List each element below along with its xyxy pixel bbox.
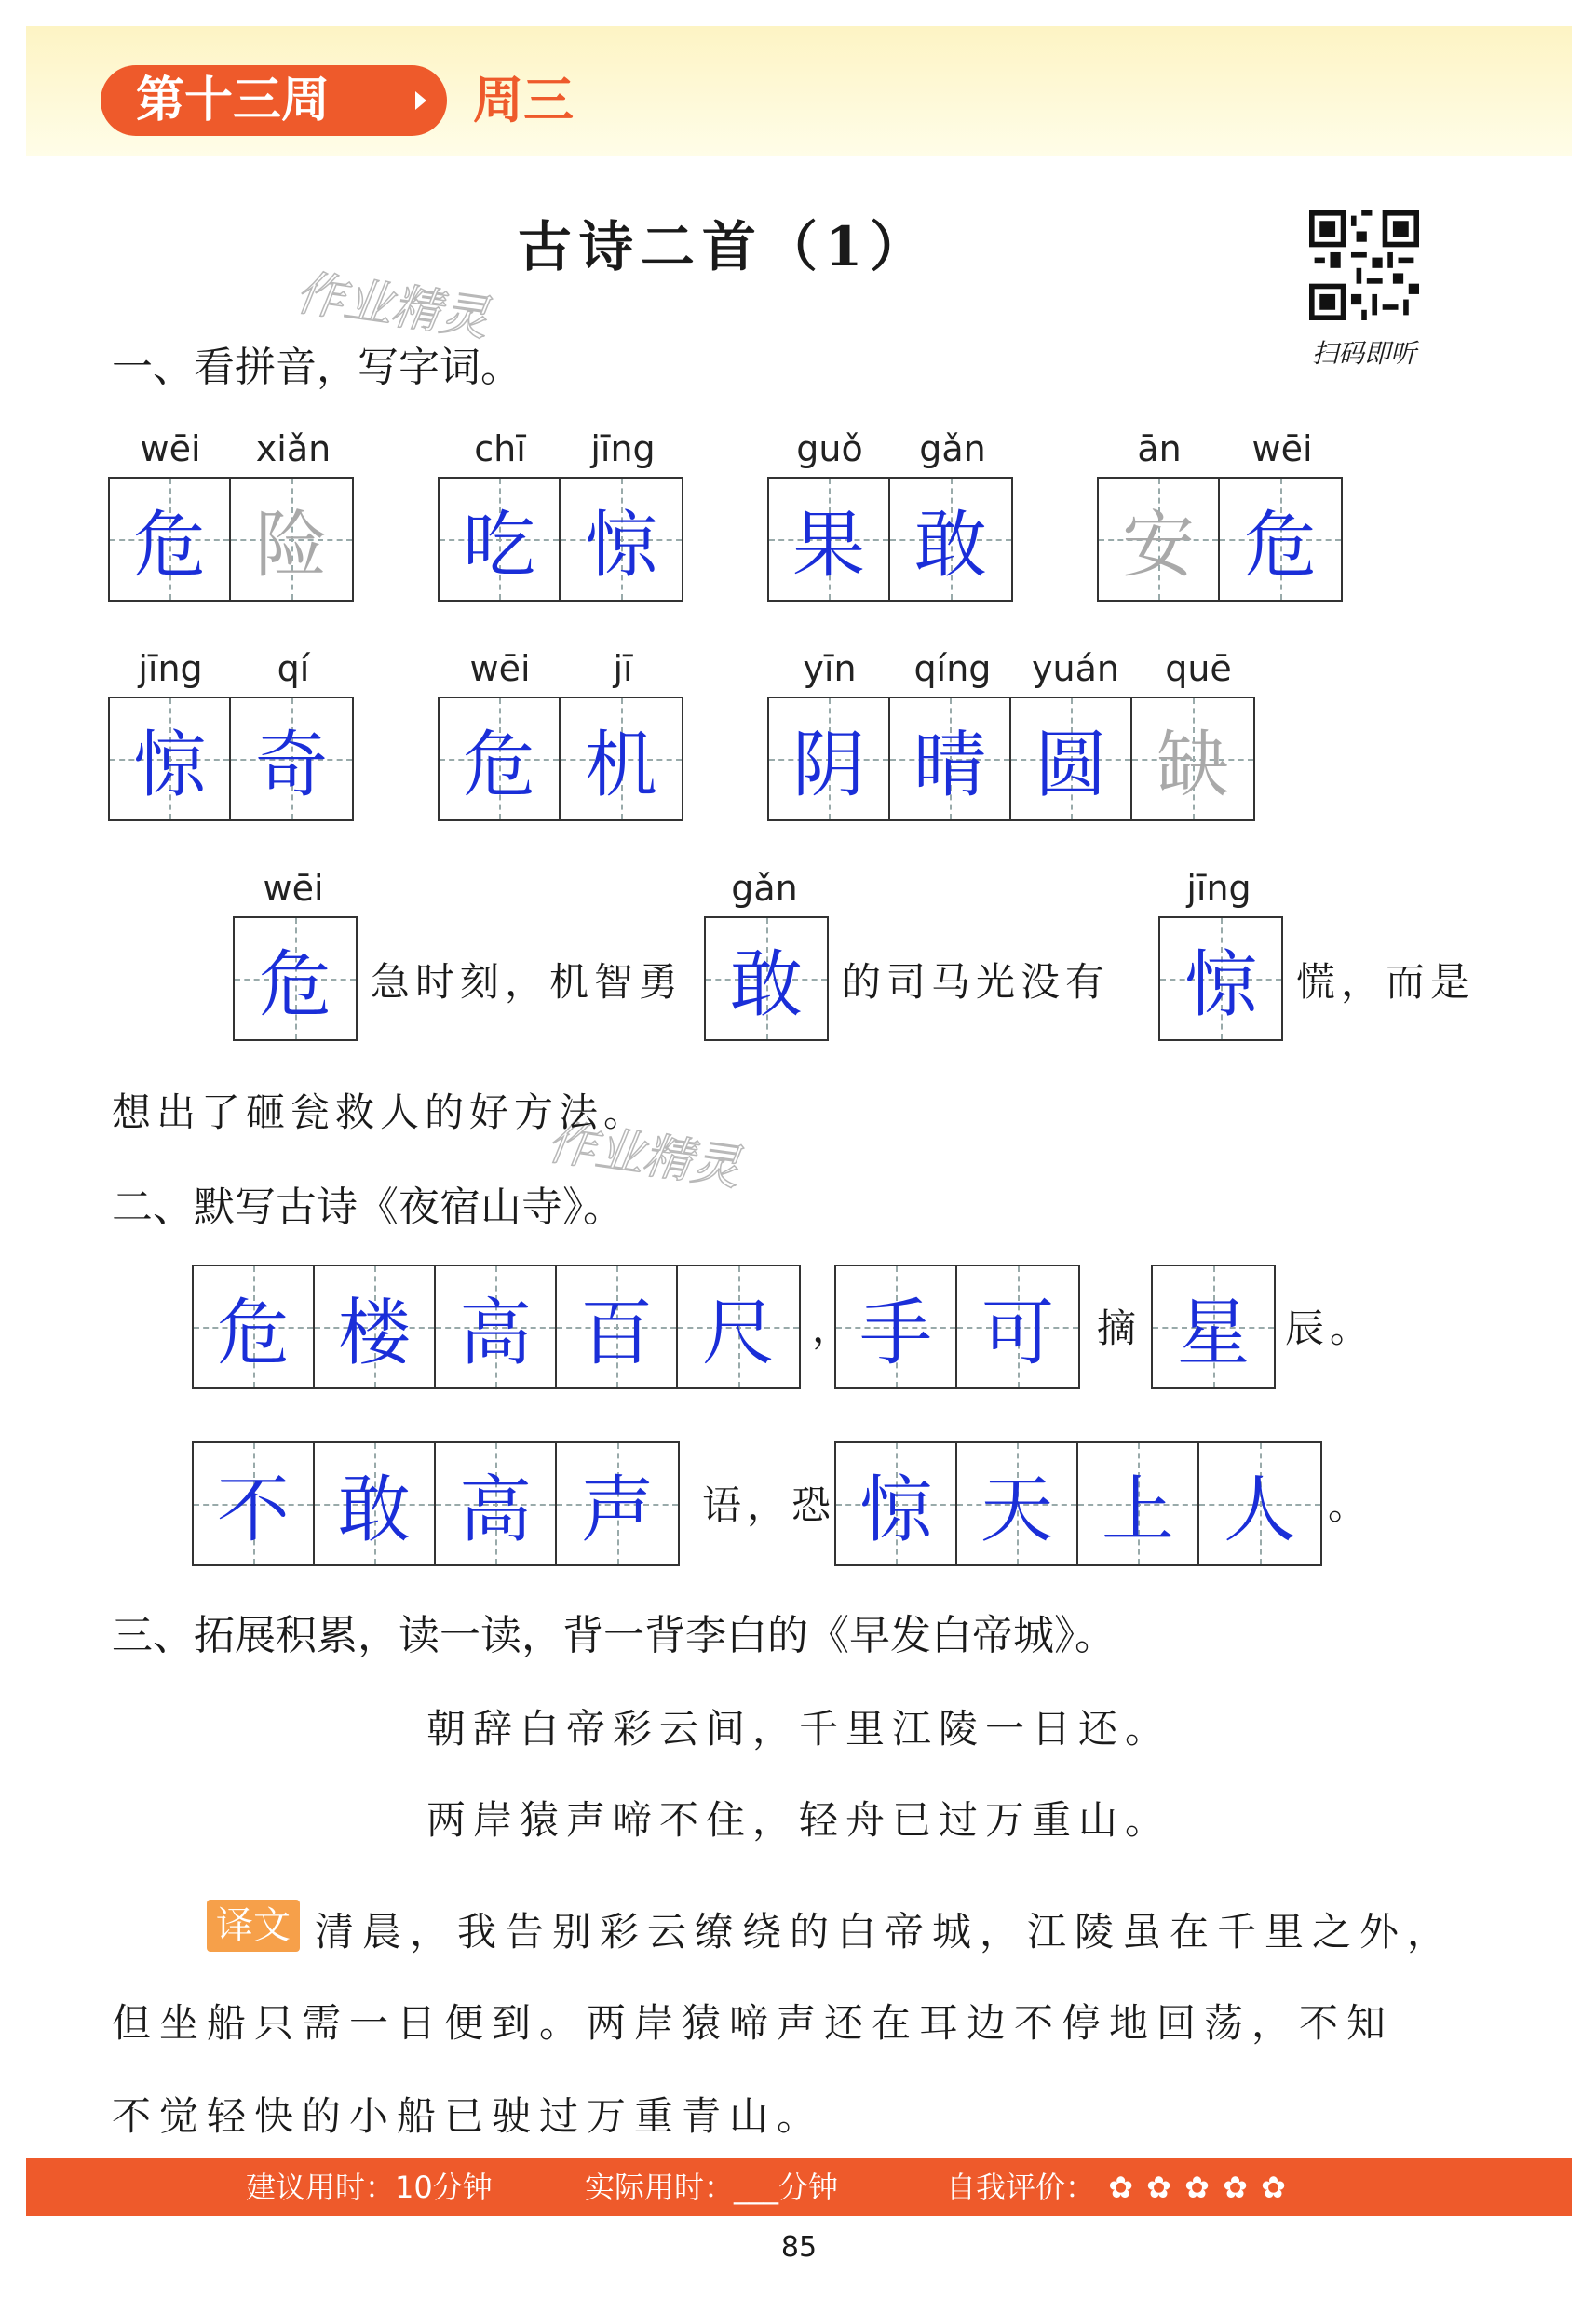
pinyin-label: ān xyxy=(1137,428,1182,469)
translation-line: 不觉轻快的小船已驶过万重青山。 xyxy=(112,2093,825,2139)
answer-grid xyxy=(108,477,354,602)
day-label: 周三 xyxy=(473,71,574,129)
answer-cell[interactable]: 敢 xyxy=(890,479,1011,600)
pinyin-label: guǒ xyxy=(796,428,863,469)
answer-cell[interactable]: 吃 xyxy=(440,479,561,600)
translation-tag: 译文 xyxy=(207,1900,300,1952)
answer-cell[interactable]: 上 xyxy=(1078,1443,1199,1564)
pinyin-label: jī xyxy=(613,648,633,689)
answer-cell[interactable]: 圆 xyxy=(1011,698,1132,819)
poem-text: 摘 xyxy=(1097,1306,1143,1351)
poem-grid xyxy=(192,1265,801,1389)
answer-cell[interactable]: 不 xyxy=(194,1443,315,1564)
week-badge xyxy=(101,65,447,136)
flower-star-icon[interactable]: ✿ xyxy=(1184,2170,1210,2205)
answer-cell[interactable]: 阴 xyxy=(769,698,890,819)
pinyin-label: gǎn xyxy=(731,868,798,909)
poem-line: 朝辞白帝彩云间，千里江陵一日还。 xyxy=(426,1706,1171,1752)
pinyin-label: qí xyxy=(277,648,310,689)
pinyin-label: wēi xyxy=(263,868,324,909)
page-number: 85 xyxy=(780,2231,818,2264)
pinyin-label: jīng xyxy=(1186,868,1251,909)
answer-cell[interactable]: 危 xyxy=(1220,479,1341,600)
answer-cell[interactable]: 机 xyxy=(561,698,682,819)
footer-bar xyxy=(26,2158,1572,2216)
answer-cell[interactable]: 奇 xyxy=(231,698,352,819)
answer-grid xyxy=(704,916,829,1041)
answer-cell[interactable]: 高 xyxy=(436,1266,557,1387)
answer-cell[interactable]: 声 xyxy=(557,1443,678,1564)
poem-line: 两岸猿声啼不住，轻舟已过万重山。 xyxy=(426,1797,1171,1843)
flower-star-icon[interactable]: ✿ xyxy=(1146,2170,1171,2205)
pinyin-label: wēi xyxy=(140,428,201,469)
section-heading: 一、看拼音，写字词。 xyxy=(112,344,521,391)
answer-grid xyxy=(108,697,354,821)
flower-star-icon[interactable]: ✿ xyxy=(1261,2170,1286,2205)
answer-cell[interactable]: 手 xyxy=(836,1266,957,1387)
workbook-page xyxy=(26,26,1572,2264)
answer-cell[interactable]: 晴 xyxy=(890,698,1011,819)
suggested-time: 建议用时：10分钟 xyxy=(246,2170,493,2205)
answer-cell[interactable]: 高 xyxy=(436,1443,557,1564)
flower-star-icon[interactable]: ✿ xyxy=(1223,2170,1248,2205)
poem-grid xyxy=(834,1265,1080,1389)
answer-grid xyxy=(1158,916,1283,1041)
punctuation: 。 xyxy=(1328,1482,1373,1528)
week-label: 第十三周 xyxy=(136,73,331,129)
answer-cell[interactable]: 楼 xyxy=(315,1266,436,1387)
answer-cell[interactable]: 安 xyxy=(1099,479,1220,600)
page-title: 古诗二首（1） xyxy=(517,215,932,278)
answer-cell[interactable]: 尺 xyxy=(678,1266,799,1387)
sentence-text: 慌，而是 xyxy=(1296,959,1476,1005)
answer-cell[interactable]: 危 xyxy=(194,1266,315,1387)
actual-time: 实际用时：___分钟 xyxy=(585,2170,839,2205)
flower-star-icon[interactable]: ✿ xyxy=(1108,2170,1133,2205)
pinyin-label: jīng xyxy=(138,648,203,689)
watermark: 作业精灵 xyxy=(544,1114,744,1197)
arrow-right-icon xyxy=(415,91,426,110)
answer-cell[interactable]: 惊 xyxy=(1160,918,1281,1039)
section-heading: 三、拓展积累，读一读，背一背李白的《早发白帝城》。 xyxy=(112,1612,1116,1659)
sentence-text: 的司马光没有 xyxy=(842,959,1111,1005)
answer-grid xyxy=(767,697,1255,821)
punctuation: ， xyxy=(812,1306,858,1351)
qr-caption: 扫码即听 xyxy=(1311,338,1416,369)
answer-cell[interactable]: 天 xyxy=(957,1443,1078,1564)
section-heading: 二、默写古诗《夜宿山寺》。 xyxy=(112,1184,624,1231)
pinyin-label: wēi xyxy=(469,648,531,689)
answer-cell[interactable]: 危 xyxy=(235,918,356,1039)
translation-line: 但坐船只需一日便到。两岸猿啼声还在耳边不停地回荡，不知 xyxy=(112,2000,1395,2046)
answer-cell[interactable]: 危 xyxy=(110,479,231,600)
pinyin-label: qíng xyxy=(913,648,992,689)
answer-cell[interactable]: 敢 xyxy=(706,918,827,1039)
answer-cell[interactable]: 惊 xyxy=(836,1443,957,1564)
self-rating-label: 自我评价： xyxy=(946,2170,1096,2205)
pinyin-label: gǎn xyxy=(919,428,986,469)
answer-cell[interactable]: 惊 xyxy=(110,698,231,819)
answer-cell[interactable]: 星 xyxy=(1153,1266,1274,1387)
watermark: 作业精灵 xyxy=(292,264,493,348)
answer-cell[interactable]: 险 xyxy=(231,479,352,600)
qr-code-icon[interactable] xyxy=(1309,210,1419,320)
answer-cell[interactable]: 果 xyxy=(769,479,890,600)
sentence-text: 想出了砸瓮救人的好方法。 xyxy=(112,1089,649,1135)
pinyin-label: xiǎn xyxy=(255,428,331,469)
translation-line: 清晨，我告别彩云缭绕的白帝城，江陵虽在千里之外， xyxy=(315,1909,1455,1955)
answer-cell[interactable]: 人 xyxy=(1199,1443,1320,1564)
answer-grid xyxy=(438,697,683,821)
answer-cell[interactable]: 可 xyxy=(957,1266,1078,1387)
sentence-text: 急时刻，机智勇 xyxy=(371,959,684,1005)
self-rating xyxy=(946,2158,1286,2216)
answer-grid xyxy=(767,477,1013,602)
poem-text: 辰。 xyxy=(1285,1306,1375,1351)
answer-cell[interactable]: 敢 xyxy=(315,1443,436,1564)
answer-cell[interactable]: 百 xyxy=(557,1266,678,1387)
answer-grid xyxy=(233,916,358,1041)
poem-grid xyxy=(192,1441,680,1566)
answer-grid xyxy=(1097,477,1343,602)
pinyin-label: yīn xyxy=(803,648,857,689)
pinyin-label: wēi xyxy=(1251,428,1313,469)
pinyin-label: jīng xyxy=(590,428,656,469)
pinyin-label: yuán xyxy=(1032,648,1119,689)
answer-grid xyxy=(438,477,683,602)
answer-cell[interactable]: 惊 xyxy=(561,479,682,600)
poem-grid xyxy=(1151,1265,1276,1389)
answer-cell[interactable]: 缺 xyxy=(1132,698,1253,819)
pinyin-label: chī xyxy=(474,428,526,469)
answer-cell[interactable]: 危 xyxy=(440,698,561,819)
pinyin-label: quē xyxy=(1165,648,1232,689)
poem-text: 语，恐 xyxy=(702,1482,837,1528)
poem-grid xyxy=(834,1441,1322,1566)
